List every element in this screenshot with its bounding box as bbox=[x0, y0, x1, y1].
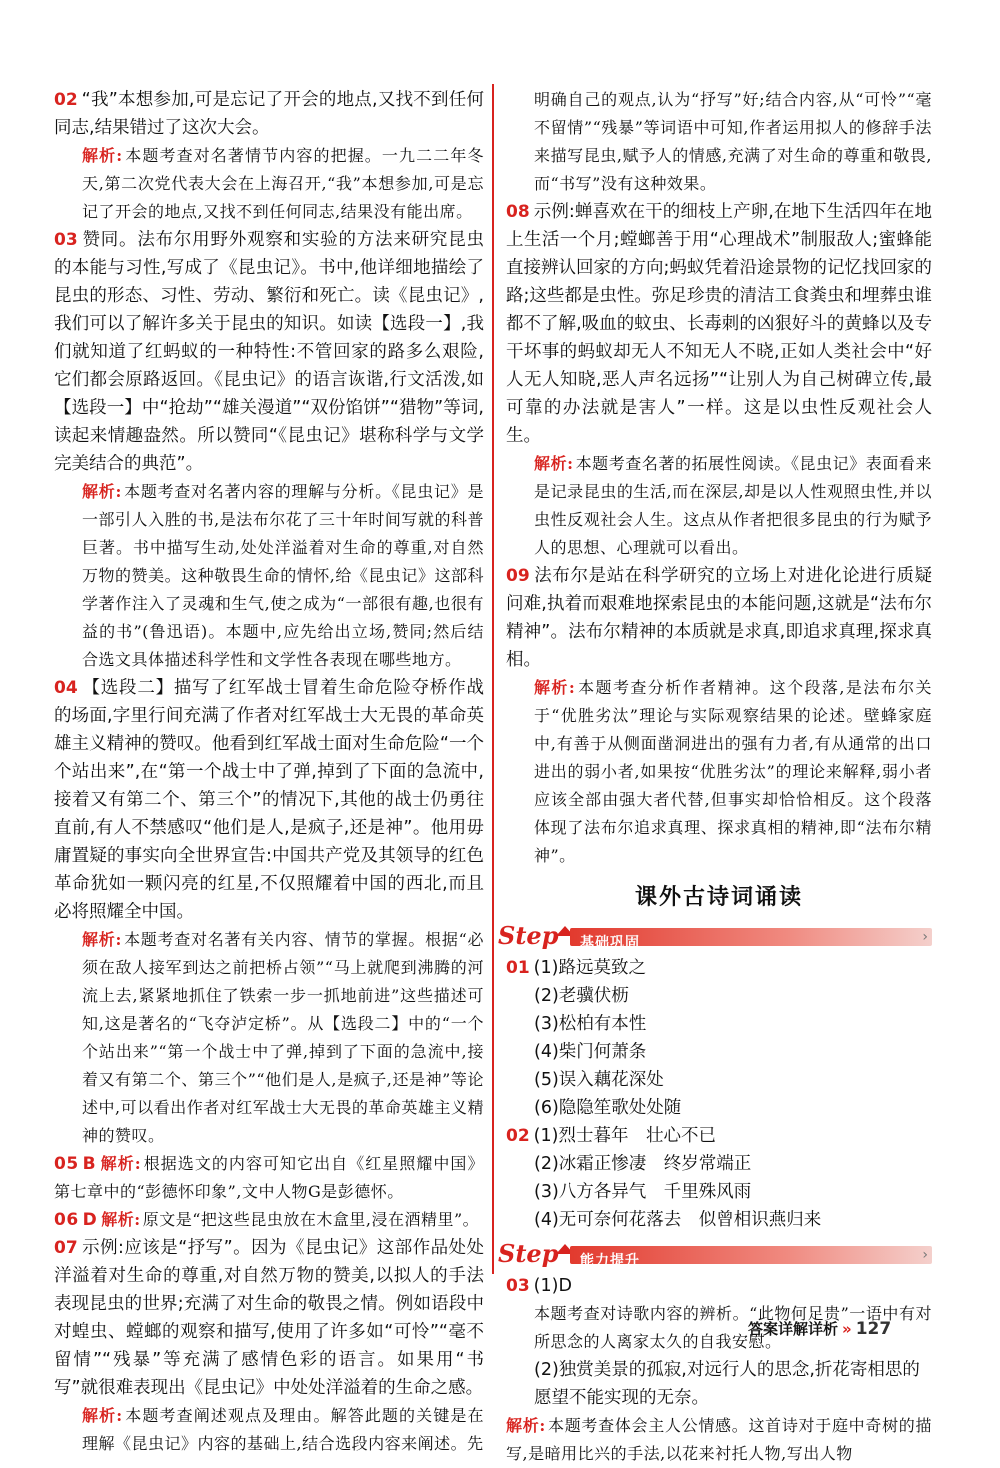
q01-line-2: (2)老骥伏枥 bbox=[534, 986, 629, 1006]
analysis-08 bbox=[506, 450, 932, 562]
left-column bbox=[54, 86, 484, 1458]
answer-text: 赞同。法布尔用野外观察和实验的方法来研究昆虫的本能与习性,写成了《昆虫记》。书中,他详细地描绘了昆虫的形态、习性、劳动、繁衍和死亡。读《昆虫记》,我们可以了解许多关于昆虫的知识。如读【选段一】,我们就知道了红蚂蚁的一种特性:不管回家的路多么艰险,它们都会原路返回。《昆虫记》的语言诙谐,行文活泼,如【选段一】中“抢劫”“雄关漫道”“双份馅饼”“猎物”等词,读起来情趣盎然。所以赞同“《昆虫记》堪称科学与文学完美结合的典范”。 bbox=[54, 230, 484, 474]
answer-06 bbox=[54, 1206, 484, 1234]
step-label: 能力提升 bbox=[580, 1253, 640, 1269]
analysis-07 bbox=[54, 1402, 484, 1458]
q01-line-4: (4)柴门何萧条 bbox=[534, 1042, 647, 1062]
analysis-02 bbox=[54, 142, 484, 226]
answer-05 bbox=[54, 1150, 484, 1206]
question-number: 05 bbox=[54, 1154, 79, 1174]
answer-09 bbox=[506, 562, 932, 674]
analysis-label: 解析: bbox=[82, 930, 122, 949]
analysis-text: 本题考查对名著内容的理解与分析。《昆虫记》是一部引人入胜的书,是法布尔花了三十年时间写就的科普巨著。书中描写生动,处处洋溢着对生命的尊重,对自然万物的赞美。这种敬畏生命的情怀,给《昆虫记》这部科学著作注入了灵魂和生气,使之成为“一部很有趣,也很有益的书”(鲁迅语)。本题中,应先给出立场,赞同;然后结合选文具体描述科学性和文学性各表现在哪些地方。 bbox=[82, 482, 484, 669]
analysis-label: 解析: bbox=[506, 1416, 546, 1435]
footer-text: 答案详解详析 bbox=[748, 1320, 839, 1338]
analysis-label: 解析: bbox=[82, 146, 123, 165]
answer-text: 法布尔是站在科学研究的立场上对进化论进行质疑问难,执着而艰难地探索昆虫的本能问题,这就是“法布尔精神”。法布尔精神的本质就是求真,即追求真理,探求真相。 bbox=[506, 566, 932, 670]
analysis-text: 本题考查对名著有关内容、情节的掌握。根据“必须在敌人接军到达之前把桥占领”“马上就爬到沸腾的河流上去,紧紧地抓住了铁索一步一抓地前进”这些描述可知,这是著名的“飞夺泸定桥”。从【选段二】中的“一个个站出来”“第一个战士中了弹,掉到了下面的急流中,接着又有第二个、第三个”“他们是人,是疯子,还是神”等论述中,可以看出作者对红军战士大无畏的革命英雄主义精神的赞叹。 bbox=[82, 930, 484, 1145]
page-number: 127 bbox=[855, 1319, 892, 1339]
answer-text: 示例:蝉喜欢在干的细枝上产卵,在地下生活四年在地上生活一个月;螳螂善于用“心理战术”制服敌人;蜜蜂能直接辨认回家的方向;蚂蚁凭着沿途景物的记忆找回家的路;这些都是虫性。弥足珍贵的清洁工食粪虫和埋葬虫谁都不了解,吸血的蚊虫、长毒刺的凶狠好斗的黄蜂以及专干坏事的蚂蚁却无人不知无人不晓,正如人类社会中“好人无人知晓,恶人声名远扬”“让别人为自己树碑立传,最可靠的办法就是害人”一样。这是以虫性反观社会人生。 bbox=[506, 202, 932, 446]
q02-block bbox=[506, 1122, 932, 1234]
question-number: 02 bbox=[54, 90, 78, 110]
question-number: 03 bbox=[506, 1276, 530, 1296]
analysis-07-continued: 明确自己的观点,认为“抒写”好;结合内容,从“可怜”“毫不留情”“残暴”等词语中可知,作者运用拟人的修辞手法来描写昆虫,赋予人的情感,充满了对生命的尊重和敬畏,而“书写”没有这种效果。 bbox=[534, 90, 932, 193]
analysis-03 bbox=[54, 478, 484, 674]
q01-line-3: (3)松柏有本性 bbox=[534, 1014, 647, 1034]
analysis-label: 解析: bbox=[82, 482, 122, 501]
chevron-right-icon: › bbox=[922, 929, 928, 945]
analysis-label: 解析: bbox=[82, 1406, 123, 1425]
answer-04 bbox=[54, 674, 484, 926]
answer-text: 【选段二】描写了红军战士冒着生命危险夺桥作战的场面,字里行间充满了作者对红军战士大无畏的革命英雄主义精神的赞叹。他看到红军战士面对生命危险“一个个站出来”,在“第一个战士中了弹,掉到了下面的急流中,接着又有第二个、第三个”的情况下,其他的战士仍勇往直前,有人不禁感叹“他们是人,是疯子,还是神”。他用毋庸置疑的事实向全世界宣告:中国共产党及其领导的红色革命犹如一颗闪亮的红星,不仅照耀着中国的西北,而且必将照耀全中国。 bbox=[54, 678, 484, 922]
question-number: 06 bbox=[54, 1210, 79, 1230]
question-number: 08 bbox=[506, 202, 530, 222]
analysis-text: 本题考查体会主人公情感。这首诗对于庭中奇树的描写,是暗用比兴的手法,以花来衬托人物,写出人物 bbox=[506, 1416, 932, 1463]
question-number: 07 bbox=[54, 1238, 78, 1258]
chevron-right-icon: › bbox=[922, 1247, 928, 1263]
question-number: 09 bbox=[506, 566, 530, 586]
answer-02 bbox=[54, 86, 484, 142]
analysis-label: 解析: bbox=[534, 678, 576, 697]
q01-line-1: (1)路远莫致之 bbox=[533, 958, 646, 978]
step-banner-advanced bbox=[498, 1240, 932, 1268]
step-bar bbox=[570, 928, 932, 951]
analysis-text: 本题考查对名著情节内容的把握。一九二二年冬天,第二次党代表大会在上海召开,“我”本想参加,可是忘记了开会的地点,又找不到任何同志,结果没有能出席。 bbox=[82, 146, 484, 221]
analysis-text: 本题考查名著的拓展性阅读。《昆虫记》表面看来是记录昆虫的生活,而在深层,却是以人性观照虫性,并以虫性反观社会人生。这点从作者把很多昆虫的行为赋予人的思想、心理就可以看出。 bbox=[534, 454, 932, 557]
step-bar bbox=[570, 1246, 932, 1269]
q03-block bbox=[506, 1272, 932, 1468]
analysis-text: 根据选文的内容可知它出自《红星照耀中国》第七章中的“彭德怀印象”,文中人物G是彭德怀。 bbox=[54, 1154, 484, 1201]
analysis-label: 解析: bbox=[101, 1210, 141, 1229]
q02-line-3: (3)八方各异气 千里殊风雨 bbox=[534, 1182, 752, 1202]
column-divider bbox=[492, 84, 494, 1274]
analysis-text: 本题考查分析作者精神。这个段落,是法布尔关于“优胜劣汰”理论与实际观察结果的论述。壁蜂家庭中,有善于从侧面凿洞进出的强有力者,有从通常的出口进出的弱小者,如果按“优胜劣汰”的理论来解释,弱小者应该全部由强大者代替,但事实却恰恰相反。这个段落体现了法布尔追求真理、探求真相的精神,即“法布尔精神”。 bbox=[534, 678, 932, 865]
answer-07 bbox=[54, 1234, 484, 1402]
answer-08 bbox=[506, 198, 932, 450]
q02-line-1: (1)烈士暮年 壮心不已 bbox=[533, 1126, 716, 1146]
double-chevron-icon: » bbox=[842, 1320, 852, 1338]
analysis-label: 解析: bbox=[534, 454, 574, 473]
answer-03 bbox=[54, 226, 484, 478]
section-title: 课外古诗词诵读 bbox=[634, 885, 803, 910]
question-number: 02 bbox=[506, 1126, 530, 1146]
page-footer bbox=[748, 1318, 891, 1339]
q01-line-6: (6)隐隐笙歌处处随 bbox=[534, 1098, 682, 1118]
question-number: 03 bbox=[54, 230, 78, 250]
q02-line-2: (2)冰霜正惨凄 终岁常端正 bbox=[534, 1154, 752, 1174]
analysis-label: 解析: bbox=[100, 1154, 142, 1173]
q03-first: (1)D bbox=[533, 1276, 572, 1296]
step-logo: Step bbox=[498, 921, 559, 950]
question-number: 01 bbox=[506, 958, 530, 978]
q02-line-4: (4)无可奈何花落去 似曾相识燕归来 bbox=[534, 1210, 822, 1230]
analysis-text: 本题考查对诗歌内容的辨析。“此物何足贵”一语中有对所思念的人离家太久的自我安慰。 bbox=[534, 1304, 932, 1351]
analysis-text: 原文是“把这些昆虫放在木盒里,浸在酒精里”。 bbox=[142, 1210, 480, 1229]
step-banner-basic bbox=[498, 922, 932, 950]
step-label: 基础巩固 bbox=[580, 935, 640, 951]
q03-analysis-2 bbox=[506, 1412, 932, 1468]
right-column bbox=[498, 86, 932, 1468]
q01-block bbox=[506, 954, 932, 1122]
q03-second: (2)独赏美景的孤寂,对远行人的思念,折花寄相思的愿望不能实现的无奈。 bbox=[534, 1360, 920, 1408]
answer-text: “我”本想参加,可是忘记了开会的地点,又找不到任何同志,结果错过了这次大会。 bbox=[54, 90, 484, 138]
answer-choice: B bbox=[82, 1154, 97, 1174]
analysis-text: 本题考查阐述观点及理由。解答此题的关键是在理解《昆虫记》内容的基础上,结合选段内容来阐述。先 bbox=[82, 1406, 484, 1453]
analysis-09 bbox=[506, 674, 932, 870]
q01-line-5: (5)误入藕花深处 bbox=[534, 1070, 664, 1090]
step-logo: Step bbox=[498, 1239, 559, 1268]
answer-choice: D bbox=[82, 1210, 98, 1230]
question-number: 04 bbox=[54, 678, 78, 698]
analysis-04 bbox=[54, 926, 484, 1150]
answer-text: 示例:应该是“抒写”。因为《昆虫记》这部作品处处洋溢着对生命的尊重,对自然万物的赞美,以拟人的手法表现昆虫的世界;充满了对生命的敬畏之情。例如语段中对蝗虫、螳螂的观察和描写,使用了许多如“可怜”“毫不留情”“残暴”等充满了感情色彩的语言。如果用“书写”就很难表现出《昆虫记》中处处洋溢着的生命之感。 bbox=[54, 1238, 484, 1398]
